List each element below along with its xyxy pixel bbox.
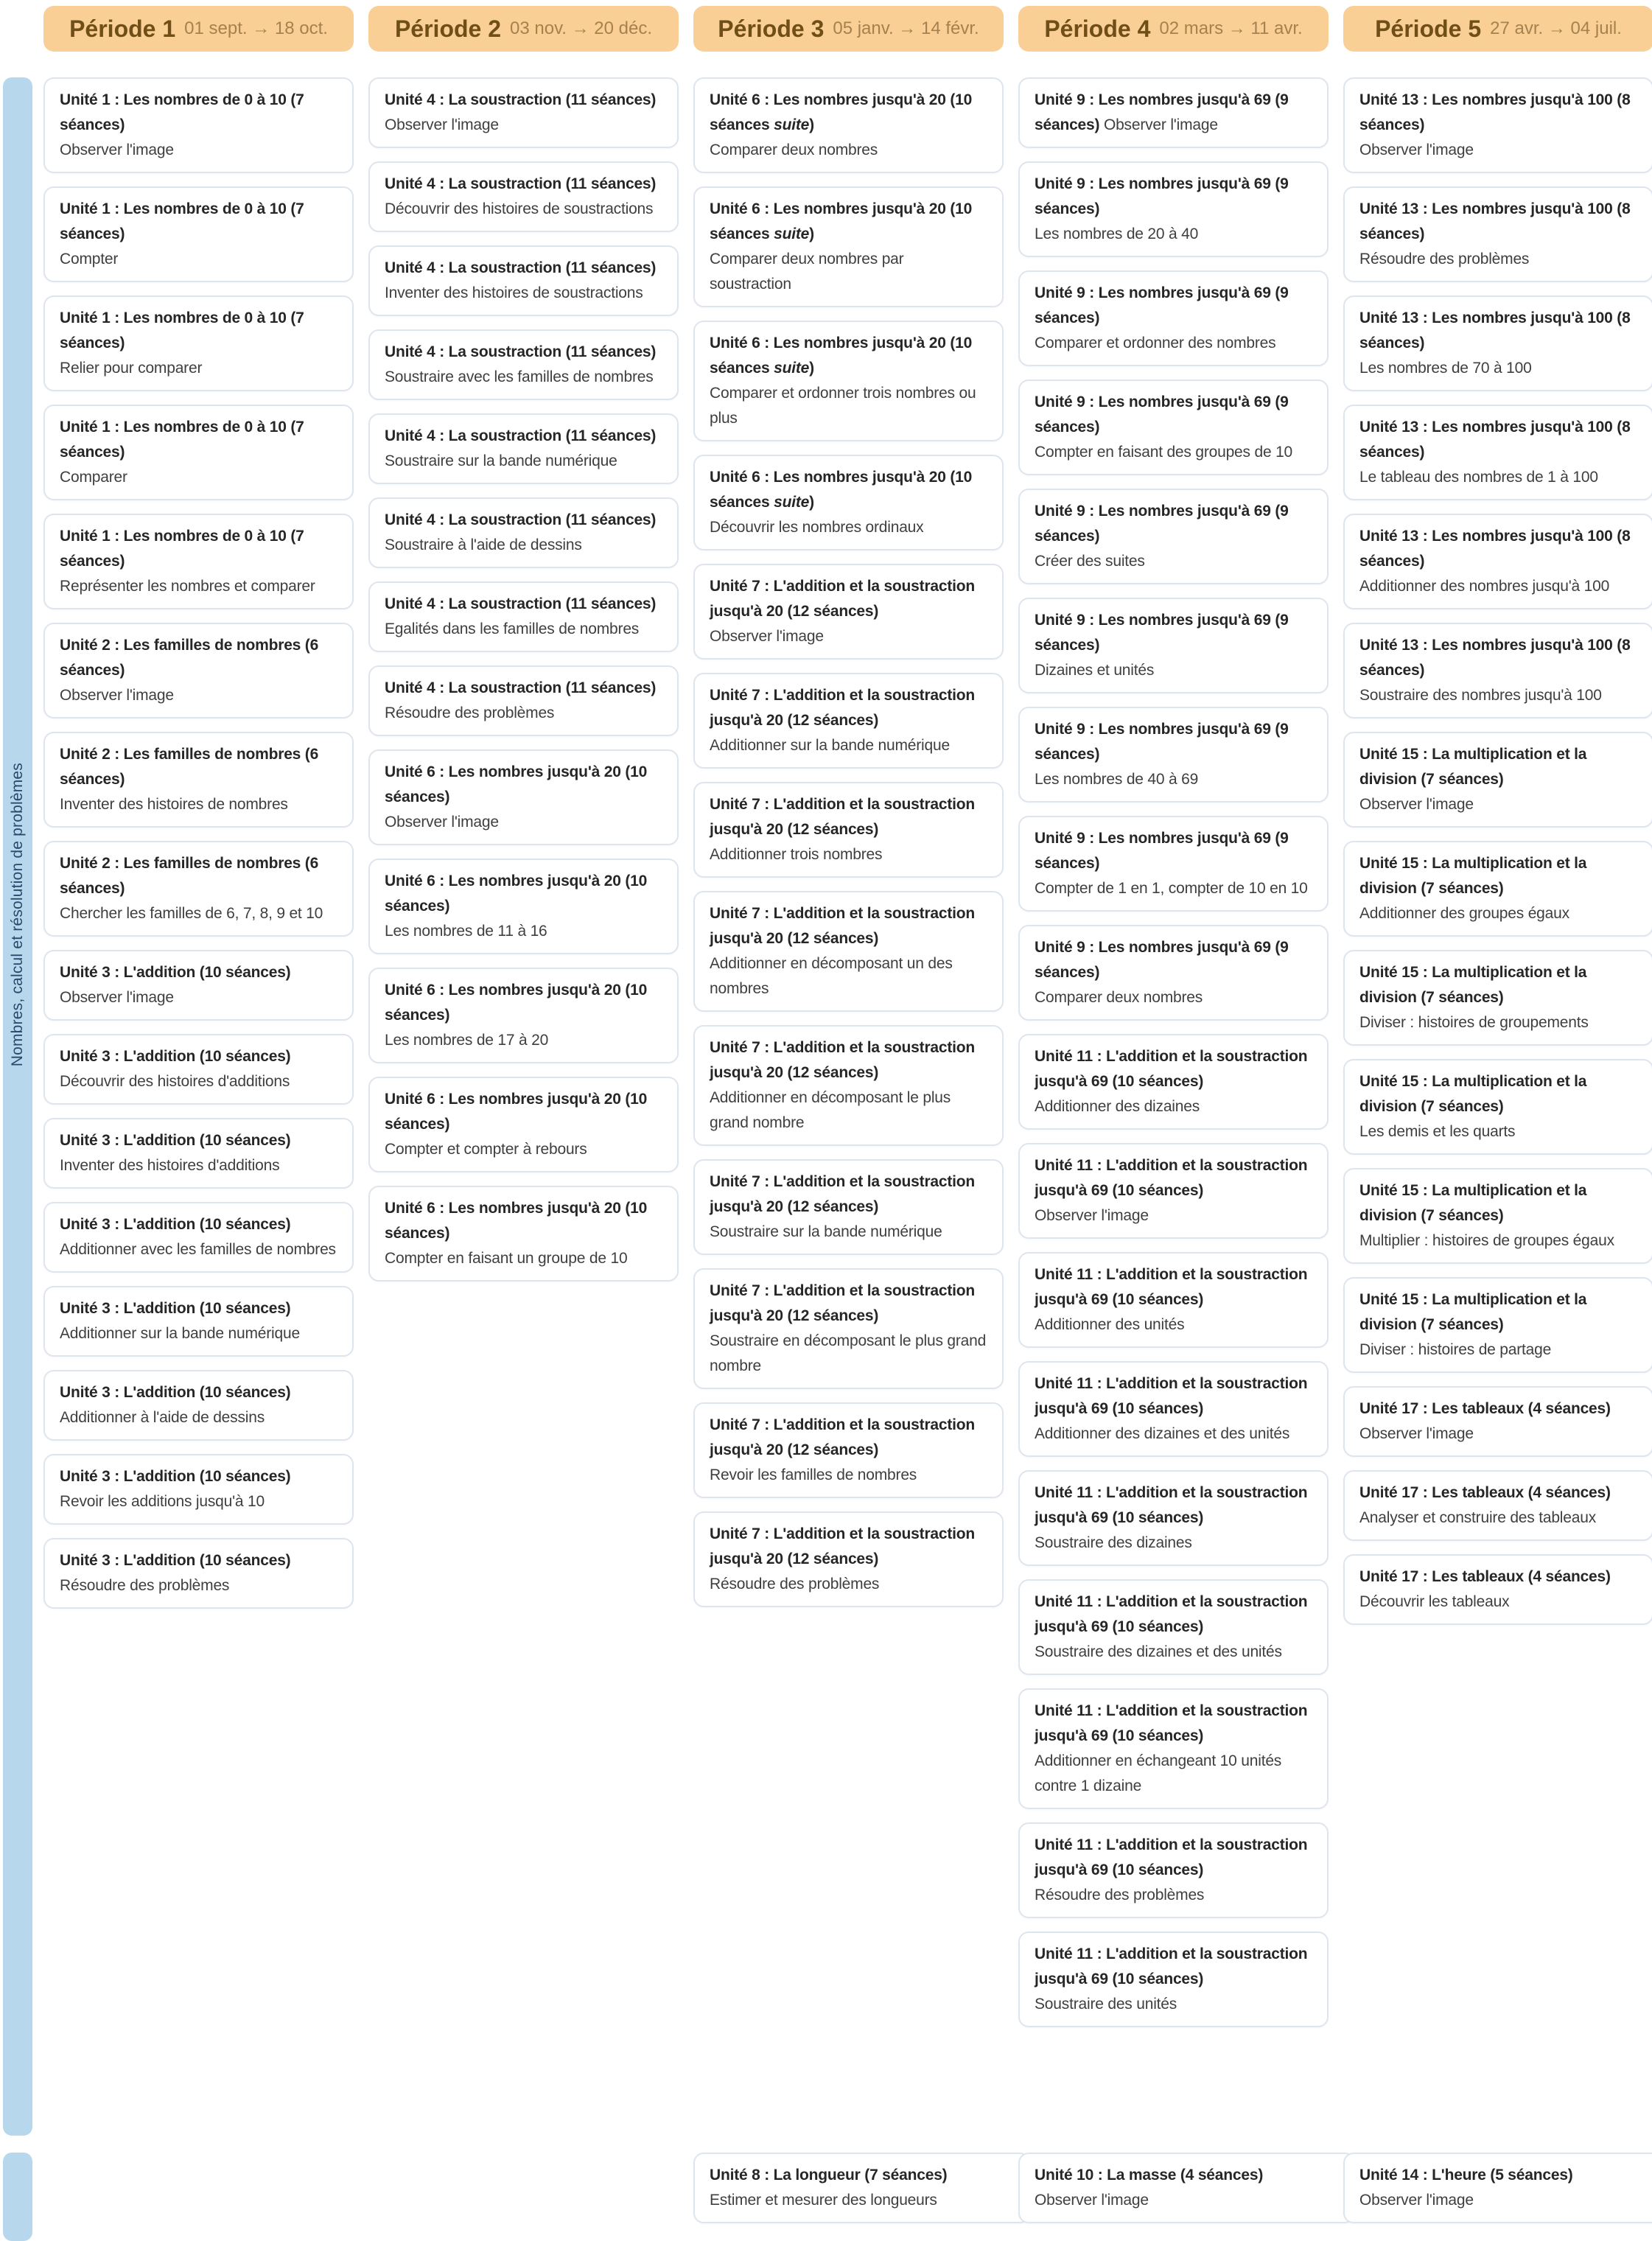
lesson-card[interactable] bbox=[1018, 380, 1329, 475]
lesson-card[interactable] bbox=[693, 186, 1004, 307]
lesson-card-subtitle: Additionner sur la bande numérique bbox=[710, 737, 950, 754]
lesson-card[interactable] bbox=[1343, 623, 1652, 719]
lesson-card-subtitle: Analyser et construire des tableaux bbox=[1359, 1509, 1597, 1526]
lesson-card-title: Unité 15 : La multiplication et la division (7 séances) bbox=[1359, 746, 1587, 788]
lesson-card[interactable] bbox=[1343, 1168, 1652, 1264]
lesson-card-title: Unité 11 : L'addition et la soustraction jusqu'à 69 (10 séances) bbox=[1035, 1484, 1308, 1526]
lesson-card-subtitle: Observer l'image bbox=[60, 141, 174, 158]
lesson-card-subtitle: Revoir les additions jusqu'à 10 bbox=[60, 1493, 265, 1510]
lesson-card-title: Unité 3 : L'addition (10 séances) bbox=[60, 1468, 291, 1485]
lesson-card-subtitle: Découvrir les tableaux bbox=[1359, 1593, 1510, 1610]
lesson-card[interactable] bbox=[368, 413, 679, 484]
lesson-card-subtitle: Compter en faisant des groupes de 10 bbox=[1035, 444, 1293, 461]
period-column-3 bbox=[693, 6, 1004, 1621]
lesson-card-title: Unité 6 : Les nombres jusqu'à 20 (10 séances) bbox=[385, 873, 648, 915]
lesson-card-title: Unité 13 : Les nombres jusqu'à 100 (8 séances) bbox=[1359, 200, 1631, 242]
lesson-card[interactable] bbox=[1018, 1470, 1329, 1566]
period-column-4 bbox=[1018, 6, 1329, 2041]
lesson-card-subtitle: Soustraire à l'aide de dessins bbox=[385, 536, 582, 553]
lesson-card-title: Unité 7 : L'addition et la soustraction jusqu'à 20 (12 séances) bbox=[710, 1525, 976, 1567]
period-column-2 bbox=[368, 6, 679, 1295]
lesson-card-title: Unité 6 : Les nombres jusqu'à 20 (10 séances suite) bbox=[710, 200, 973, 242]
lesson-card-subtitle: Soustraire sur la bande numérique bbox=[385, 452, 617, 469]
lesson-card-title: Unité 17 : Les tableaux (4 séances) bbox=[1359, 1568, 1611, 1585]
lesson-card-title: Unité 15 : La multiplication et la division (7 séances) bbox=[1359, 1073, 1587, 1115]
lesson-card-subtitle: Comparer deux nombres bbox=[1035, 989, 1203, 1006]
lesson-card[interactable] bbox=[1343, 296, 1652, 391]
lesson-card[interactable] bbox=[1018, 161, 1329, 257]
lesson-card-title: Unité 11 : L'addition et la soustraction jusqu'à 69 (10 séances) bbox=[1035, 1266, 1308, 1308]
lesson-card[interactable] bbox=[368, 329, 679, 400]
lesson-card[interactable] bbox=[43, 732, 354, 828]
lesson-card-subtitle: Résoudre des problèmes bbox=[1035, 1887, 1205, 1903]
lesson-card-subtitle: Soustraire des unités bbox=[1035, 1996, 1177, 2013]
lesson-card-subtitle: Soustraire sur la bande numérique bbox=[710, 1223, 942, 1240]
lesson-card[interactable] bbox=[1018, 707, 1329, 803]
lesson-card[interactable] bbox=[368, 497, 679, 568]
lesson-card[interactable] bbox=[693, 1268, 1004, 1389]
lesson-card[interactable] bbox=[1018, 1252, 1329, 1348]
period-title: Période 4 bbox=[1044, 15, 1151, 42]
lesson-card-subtitle: Représenter les nombres et comparer bbox=[60, 578, 315, 595]
category-bar-bottom bbox=[3, 2153, 32, 2241]
lesson-card[interactable] bbox=[693, 321, 1004, 441]
lesson-card[interactable] bbox=[693, 782, 1004, 878]
lesson-card-title: Unité 9 : Les nombres jusqu'à 69 (9 séances) bbox=[1035, 394, 1289, 436]
period-header bbox=[1343, 6, 1652, 52]
lesson-card-title: Unité 17 : Les tableaux (4 séances) bbox=[1359, 1400, 1611, 1417]
period-dates: 27 avr. → 04 juil. bbox=[1490, 18, 1622, 38]
lesson-card-title: Unité 6 : Les nombres jusqu'à 20 (10 séances suite) bbox=[710, 469, 973, 511]
lesson-card-subtitle: Additionner sur la bande numérique bbox=[60, 1325, 300, 1342]
lesson-card-title: Unité 15 : La multiplication et la division (7 séances) bbox=[1359, 1182, 1587, 1224]
lesson-card-title: Unité 2 : Les familles de nombres (6 séances) bbox=[60, 855, 319, 897]
lesson-card[interactable] bbox=[1343, 2153, 1652, 2223]
category-bar-label: Nombres, calcul et résolution de problèmes bbox=[9, 763, 26, 1067]
lesson-card[interactable] bbox=[693, 891, 1004, 1012]
lesson-card[interactable] bbox=[368, 859, 679, 954]
lesson-card-title: Unité 15 : La multiplication et la division (7 séances) bbox=[1359, 964, 1587, 1006]
lesson-list bbox=[368, 77, 679, 1282]
lesson-card-title: Unité 11 : L'addition et la soustraction jusqu'à 69 (10 séances) bbox=[1035, 1048, 1308, 1090]
lesson-card-subtitle: Compter en faisant un groupe de 10 bbox=[385, 1250, 628, 1267]
lesson-card-subtitle: Comparer et ordonner trois nombres ou plus bbox=[710, 385, 976, 427]
lesson-card-subtitle: Observer l'image bbox=[60, 989, 174, 1006]
lesson-card[interactable] bbox=[693, 2153, 1030, 2223]
lesson-card-title: Unité 13 : Les nombres jusqu'à 100 (8 séances) bbox=[1359, 419, 1631, 461]
lesson-card-subtitle: Le tableau des nombres de 1 à 100 bbox=[1359, 469, 1598, 486]
lesson-card-subtitle: Découvrir des histoires de soustractions bbox=[385, 200, 654, 217]
lesson-card-title: Unité 13 : Les nombres jusqu'à 100 (8 séances) bbox=[1359, 528, 1631, 570]
lesson-card[interactable] bbox=[368, 77, 679, 148]
lesson-card[interactable] bbox=[368, 665, 679, 736]
lesson-card-subtitle: Comparer bbox=[60, 469, 127, 486]
lesson-list bbox=[1018, 77, 1329, 2027]
lesson-card[interactable] bbox=[368, 1186, 679, 1282]
lesson-card-title: Unité 9 : Les nombres jusqu'à 69 (9 séances) bbox=[1035, 91, 1289, 133]
lesson-card-subtitle: Observer l'image bbox=[60, 687, 174, 704]
lesson-card[interactable] bbox=[693, 1159, 1004, 1255]
lesson-card-title: Unité 7 : L'addition et la soustraction jusqu'à 20 (12 séances) bbox=[710, 1039, 976, 1081]
lesson-card[interactable] bbox=[693, 1025, 1004, 1146]
lesson-card-title: Unité 13 : Les nombres jusqu'à 100 (8 séances) bbox=[1359, 310, 1631, 352]
lesson-card-subtitle: Diviser : histoires de groupements bbox=[1359, 1014, 1589, 1031]
lesson-card[interactable] bbox=[43, 1034, 354, 1105]
lesson-card-subtitle: Observer l'image bbox=[1359, 2192, 1474, 2209]
lesson-card-title: Unité 3 : L'addition (10 séances) bbox=[60, 1384, 291, 1401]
lesson-card-title: Unité 11 : L'addition et la soustraction jusqu'à 69 (10 séances) bbox=[1035, 1702, 1308, 1744]
lesson-card[interactable] bbox=[1343, 841, 1652, 937]
period-header bbox=[368, 6, 679, 52]
lesson-card-title: Unité 9 : Les nombres jusqu'à 69 (9 séances) bbox=[1035, 830, 1289, 872]
lesson-card-title: Unité 7 : L'addition et la soustraction jusqu'à 20 (12 séances) bbox=[710, 687, 976, 729]
lesson-card-title: Unité 1 : Les nombres de 0 à 10 (7 séances) bbox=[60, 200, 304, 242]
lesson-card-subtitle: Inventer des histoires de soustractions bbox=[385, 284, 643, 301]
lesson-card-title: Unité 2 : Les familles de nombres (6 séances) bbox=[60, 637, 319, 679]
lesson-card[interactable] bbox=[43, 1538, 354, 1609]
lesson-card-subtitle: Observer l'image bbox=[1359, 1425, 1474, 1442]
lesson-card-subtitle: Additionner des unités bbox=[1035, 1316, 1185, 1333]
lesson-card[interactable] bbox=[1343, 514, 1652, 609]
lesson-card-subtitle: Additionner des dizaines bbox=[1035, 1098, 1200, 1115]
lesson-card[interactable] bbox=[43, 186, 354, 282]
lesson-card-title: Unité 7 : L'addition et la soustraction jusqu'à 20 (12 séances) bbox=[710, 1416, 976, 1458]
period-header bbox=[43, 6, 354, 52]
lesson-card[interactable] bbox=[693, 1402, 1004, 1498]
period-dates: 03 nov. → 20 déc. bbox=[510, 18, 653, 38]
lesson-card-title: Unité 6 : Les nombres jusqu'à 20 (10 séances) bbox=[385, 763, 648, 805]
lesson-card-subtitle: Soustraire en décomposant le plus grand nombre bbox=[710, 1332, 987, 1374]
lesson-card-title: Unité 4 : La soustraction (11 séances) bbox=[385, 91, 657, 108]
lesson-card-title: Unité 9 : Les nombres jusqu'à 69 (9 séances) bbox=[1035, 939, 1289, 981]
lesson-card-subtitle: Soustraire avec les familles de nombres bbox=[385, 368, 654, 385]
lesson-card-subtitle: Observer l'image bbox=[1359, 141, 1474, 158]
lesson-card[interactable] bbox=[1343, 186, 1652, 282]
lesson-card[interactable] bbox=[1018, 77, 1329, 148]
lesson-card-subtitle: Additionner des groupes égaux bbox=[1359, 905, 1569, 922]
lesson-card-title: Unité 11 : L'addition et la soustraction jusqu'à 69 (10 séances) bbox=[1035, 1593, 1308, 1635]
lesson-card-title: Unité 4 : La soustraction (11 séances) bbox=[385, 427, 657, 444]
period-column-5 bbox=[1343, 6, 1652, 1638]
period-dates: 01 sept. → 18 oct. bbox=[184, 18, 328, 38]
lesson-card-title: Unité 17 : Les tableaux (4 séances) bbox=[1359, 1484, 1611, 1501]
lesson-card-subtitle: Observer l'image bbox=[1035, 1207, 1149, 1224]
lesson-card[interactable] bbox=[693, 564, 1004, 660]
lesson-card-title: Unité 15 : La multiplication et la division (7 séances) bbox=[1359, 1291, 1587, 1333]
lesson-card-title: Unité 9 : Les nombres jusqu'à 69 (9 séances) bbox=[1035, 284, 1289, 326]
lesson-card-subtitle: Additionner trois nombres bbox=[710, 846, 883, 863]
lesson-card-title: Unité 15 : La multiplication et la division (7 séances) bbox=[1359, 855, 1587, 897]
period-title: Période 5 bbox=[1375, 15, 1482, 42]
lesson-card[interactable] bbox=[1018, 1034, 1329, 1130]
lesson-card-title: Unité 8 : La longueur (7 séances) bbox=[710, 2167, 948, 2184]
lesson-card-subtitle: Egalités dans les familles de nombres bbox=[385, 620, 640, 637]
lesson-card[interactable] bbox=[43, 1202, 354, 1273]
lesson-card-title: Unité 6 : Les nombres jusqu'à 20 (10 séances) bbox=[385, 982, 648, 1024]
lesson-card-title: Unité 3 : L'addition (10 séances) bbox=[60, 1216, 291, 1233]
lesson-card-subtitle: Additionner des nombres jusqu'à 100 bbox=[1359, 578, 1610, 595]
lesson-list bbox=[693, 77, 1004, 1607]
lesson-card[interactable] bbox=[693, 77, 1004, 173]
lesson-card-subtitle: Les nombres de 40 à 69 bbox=[1035, 771, 1199, 788]
lesson-card-title: Unité 7 : L'addition et la soustraction jusqu'à 20 (12 séances) bbox=[710, 796, 976, 838]
lesson-card[interactable] bbox=[1343, 405, 1652, 500]
period-title: Période 1 bbox=[69, 15, 176, 42]
lesson-card-title: Unité 9 : Les nombres jusqu'à 69 (9 séances) bbox=[1035, 175, 1289, 217]
lesson-card-subtitle: Observer l'image bbox=[1035, 2192, 1149, 2209]
period-title: Période 2 bbox=[394, 15, 502, 42]
lesson-card-subtitle: Créer des suites bbox=[1035, 553, 1145, 570]
lesson-card-title: Unité 11 : L'addition et la soustraction jusqu'à 69 (10 séances) bbox=[1035, 1836, 1308, 1878]
period-header bbox=[1018, 6, 1329, 52]
lesson-card-title: Unité 7 : L'addition et la soustraction jusqu'à 20 (12 séances) bbox=[710, 1282, 976, 1324]
lesson-card-title: Unité 3 : L'addition (10 séances) bbox=[60, 1048, 291, 1065]
lesson-card[interactable] bbox=[693, 673, 1004, 769]
lesson-card-subtitle: Les nombres de 20 à 40 bbox=[1035, 226, 1199, 242]
lesson-card[interactable] bbox=[1018, 1688, 1329, 1809]
category-bar-numbers bbox=[3, 77, 32, 2136]
lesson-card-title: Unité 14 : L'heure (5 séances) bbox=[1359, 2167, 1573, 2184]
lesson-card[interactable] bbox=[1343, 77, 1652, 173]
lesson-card-subtitle: Estimer et mesurer des longueurs bbox=[710, 2192, 937, 2209]
period-header bbox=[693, 6, 1004, 52]
lesson-card-title: Unité 7 : L'addition et la soustraction jusqu'à 20 (12 séances) bbox=[710, 1173, 976, 1215]
period-column-1 bbox=[43, 6, 354, 1622]
lesson-card-subtitle: Observer l'image bbox=[385, 116, 499, 133]
lesson-card-subtitle: Résoudre des problèmes bbox=[1359, 251, 1530, 268]
lesson-card-subtitle: Comparer deux nombres bbox=[710, 141, 878, 158]
lesson-card-subtitle: Observer l'image bbox=[1103, 116, 1218, 133]
lesson-card-subtitle: Inventer des histoires de nombres bbox=[60, 796, 288, 813]
lesson-card[interactable] bbox=[368, 968, 679, 1063]
lesson-card-title: Unité 4 : La soustraction (11 séances) bbox=[385, 679, 657, 696]
lesson-card[interactable] bbox=[368, 581, 679, 652]
lesson-card[interactable] bbox=[43, 77, 354, 173]
lesson-card-title: Unité 3 : L'addition (10 séances) bbox=[60, 1300, 291, 1317]
lesson-card[interactable] bbox=[693, 455, 1004, 550]
lesson-card[interactable] bbox=[43, 841, 354, 937]
lesson-card[interactable] bbox=[1018, 2153, 1355, 2223]
lesson-card-subtitle: Compter et compter à rebours bbox=[385, 1141, 587, 1158]
lesson-list bbox=[43, 77, 354, 1609]
lesson-card-subtitle: Observer l'image bbox=[710, 628, 824, 645]
lesson-card-subtitle: Comparer et ordonner des nombres bbox=[1035, 335, 1276, 352]
lesson-card-subtitle: Additionner en décomposant le plus grand nombre bbox=[710, 1089, 951, 1131]
lesson-card-title: Unité 13 : Les nombres jusqu'à 100 (8 séances) bbox=[1359, 637, 1631, 679]
lesson-card-subtitle: Dizaines et unités bbox=[1035, 662, 1155, 679]
lesson-card-subtitle: Résoudre des problèmes bbox=[385, 705, 555, 721]
lesson-card-subtitle: Les demis et les quarts bbox=[1359, 1123, 1516, 1140]
lesson-card[interactable] bbox=[1018, 270, 1329, 366]
lesson-card[interactable] bbox=[43, 296, 354, 391]
lesson-card-title: Unité 11 : L'addition et la soustraction jusqu'à 69 (10 séances) bbox=[1035, 1157, 1308, 1199]
lesson-card[interactable] bbox=[1343, 950, 1652, 1046]
lesson-card-subtitle: Découvrir les nombres ordinaux bbox=[710, 519, 924, 536]
lesson-card-subtitle: Les nombres de 70 à 100 bbox=[1359, 360, 1532, 377]
lesson-card[interactable] bbox=[43, 1286, 354, 1357]
lesson-card-subtitle: Observer l'image bbox=[385, 814, 499, 831]
lesson-card-title: Unité 10 : La masse (4 séances) bbox=[1035, 2167, 1264, 2184]
lesson-card-subtitle: Soustraire des nombres jusqu'à 100 bbox=[1359, 687, 1602, 704]
lesson-card[interactable] bbox=[693, 1511, 1004, 1607]
lesson-card[interactable] bbox=[43, 950, 354, 1021]
lesson-card-title: Unité 4 : La soustraction (11 séances) bbox=[385, 595, 657, 612]
lesson-card-title: Unité 7 : L'addition et la soustraction jusqu'à 20 (12 séances) bbox=[710, 578, 976, 620]
lesson-list bbox=[1343, 77, 1652, 1625]
lesson-card-title: Unité 3 : L'addition (10 séances) bbox=[60, 964, 291, 981]
lesson-card-title: Unité 3 : L'addition (10 séances) bbox=[60, 1132, 291, 1149]
lesson-card-subtitle: Chercher les familles de 6, 7, 8, 9 et 10 bbox=[60, 905, 323, 922]
lesson-card-title: Unité 11 : L'addition et la soustraction jusqu'à 69 (10 séances) bbox=[1035, 1945, 1308, 1987]
lesson-card-title: Unité 13 : Les nombres jusqu'à 100 (8 séances) bbox=[1359, 91, 1631, 133]
lesson-card-title: Unité 4 : La soustraction (11 séances) bbox=[385, 175, 657, 192]
lesson-card-title: Unité 1 : Les nombres de 0 à 10 (7 séances) bbox=[60, 91, 304, 133]
lesson-card-subtitle: Additionner à l'aide de dessins bbox=[60, 1409, 265, 1426]
lesson-card-subtitle: Relier pour comparer bbox=[60, 360, 203, 377]
lesson-card-title: Unité 3 : L'addition (10 séances) bbox=[60, 1552, 291, 1569]
lesson-card[interactable] bbox=[1343, 1470, 1652, 1541]
lesson-card-title: Unité 6 : Les nombres jusqu'à 20 (10 séances suite) bbox=[710, 91, 973, 133]
lesson-card-subtitle: Revoir les familles de nombres bbox=[710, 1466, 917, 1483]
lesson-card-subtitle: Additionner en échangeant 10 unités contre 1 dizaine bbox=[1035, 1752, 1282, 1794]
lesson-card-subtitle: Soustraire des dizaines bbox=[1035, 1534, 1192, 1551]
lesson-card-title: Unité 9 : Les nombres jusqu'à 69 (9 séances) bbox=[1035, 503, 1289, 545]
lesson-card[interactable] bbox=[43, 623, 354, 719]
lesson-card[interactable] bbox=[1018, 1143, 1329, 1239]
period-dates: 05 janv. → 14 févr. bbox=[833, 18, 979, 38]
lesson-card-title: Unité 6 : Les nombres jusqu'à 20 (10 séances) bbox=[385, 1091, 648, 1133]
lesson-card[interactable] bbox=[1018, 925, 1329, 1021]
lesson-card[interactable] bbox=[43, 405, 354, 500]
lesson-card[interactable] bbox=[1018, 598, 1329, 693]
lesson-card-title: Unité 9 : Les nombres jusqu'à 69 (9 séances) bbox=[1035, 721, 1289, 763]
lesson-card[interactable] bbox=[368, 749, 679, 845]
lesson-card[interactable] bbox=[368, 161, 679, 232]
lesson-card-subtitle: Compter de 1 en 1, compter de 10 en 10 bbox=[1035, 880, 1308, 897]
lesson-card[interactable] bbox=[368, 245, 679, 316]
lesson-card-title: Unité 6 : Les nombres jusqu'à 20 (10 séances) bbox=[385, 1200, 648, 1242]
lesson-card-title: Unité 4 : La soustraction (11 séances) bbox=[385, 259, 657, 276]
lesson-card-title: Unité 11 : L'addition et la soustraction jusqu'à 69 (10 séances) bbox=[1035, 1375, 1308, 1417]
lesson-card-subtitle: Découvrir des histoires d'additions bbox=[60, 1073, 290, 1090]
lesson-card-subtitle: Les nombres de 11 à 16 bbox=[385, 923, 547, 940]
lesson-card[interactable] bbox=[1343, 1554, 1652, 1625]
lesson-card-subtitle: Résoudre des problèmes bbox=[60, 1577, 230, 1594]
lesson-card[interactable] bbox=[1018, 1579, 1329, 1675]
lesson-card[interactable] bbox=[1018, 1361, 1329, 1457]
lesson-card-title: Unité 1 : Les nombres de 0 à 10 (7 séances) bbox=[60, 528, 304, 570]
lesson-card[interactable] bbox=[1343, 732, 1652, 828]
lesson-card[interactable] bbox=[43, 514, 354, 609]
lesson-card-title: Unité 2 : Les familles de nombres (6 séances) bbox=[60, 746, 319, 788]
lesson-card-subtitle: Soustraire des dizaines et des unités bbox=[1035, 1643, 1282, 1660]
period-dates: 02 mars → 11 avr. bbox=[1159, 18, 1303, 38]
lesson-card-subtitle: Comparer deux nombres par soustraction bbox=[710, 251, 904, 293]
lesson-card-title: Unité 9 : Les nombres jusqu'à 69 (9 séances) bbox=[1035, 612, 1289, 654]
period-title: Période 3 bbox=[718, 15, 825, 42]
lesson-card[interactable] bbox=[1343, 1059, 1652, 1155]
lesson-card-title: Unité 6 : Les nombres jusqu'à 20 (10 séances suite) bbox=[710, 335, 973, 377]
lesson-card[interactable] bbox=[1018, 489, 1329, 584]
lesson-card[interactable] bbox=[1018, 1822, 1329, 1918]
lesson-card[interactable] bbox=[1018, 816, 1329, 912]
lesson-card[interactable] bbox=[368, 1077, 679, 1172]
lesson-card-subtitle: Additionner en décomposant un des nombres bbox=[710, 955, 953, 997]
lesson-card[interactable] bbox=[1018, 1931, 1329, 2027]
lesson-card-subtitle: Résoudre des problèmes bbox=[710, 1576, 880, 1593]
lesson-card-title: Unité 4 : La soustraction (11 séances) bbox=[385, 511, 657, 528]
lesson-card-subtitle: Diviser : histoires de partage bbox=[1359, 1341, 1552, 1358]
lesson-card-title: Unité 1 : Les nombres de 0 à 10 (7 séances) bbox=[60, 310, 304, 352]
lesson-card[interactable] bbox=[43, 1454, 354, 1525]
lesson-card[interactable] bbox=[1343, 1386, 1652, 1457]
lesson-card-subtitle: Inventer des histoires d'additions bbox=[60, 1157, 280, 1174]
lesson-card-subtitle: Multiplier : histoires de groupes égaux bbox=[1359, 1232, 1614, 1249]
lesson-card-title: Unité 4 : La soustraction (11 séances) bbox=[385, 343, 657, 360]
lesson-card[interactable] bbox=[43, 1118, 354, 1189]
lesson-card-subtitle: Observer l'image bbox=[1359, 796, 1474, 813]
lesson-card-subtitle: Les nombres de 17 à 20 bbox=[385, 1032, 549, 1049]
lesson-card-title: Unité 7 : L'addition et la soustraction jusqu'à 20 (12 séances) bbox=[710, 905, 976, 947]
lesson-card[interactable] bbox=[43, 1370, 354, 1441]
lesson-card[interactable] bbox=[1343, 1277, 1652, 1373]
lesson-card-subtitle: Additionner des dizaines et des unités bbox=[1035, 1425, 1290, 1442]
lesson-card-title: Unité 1 : Les nombres de 0 à 10 (7 séances) bbox=[60, 419, 304, 461]
lesson-card-subtitle: Compter bbox=[60, 251, 119, 268]
lesson-card-subtitle: Additionner avec les familles de nombres bbox=[60, 1241, 336, 1258]
